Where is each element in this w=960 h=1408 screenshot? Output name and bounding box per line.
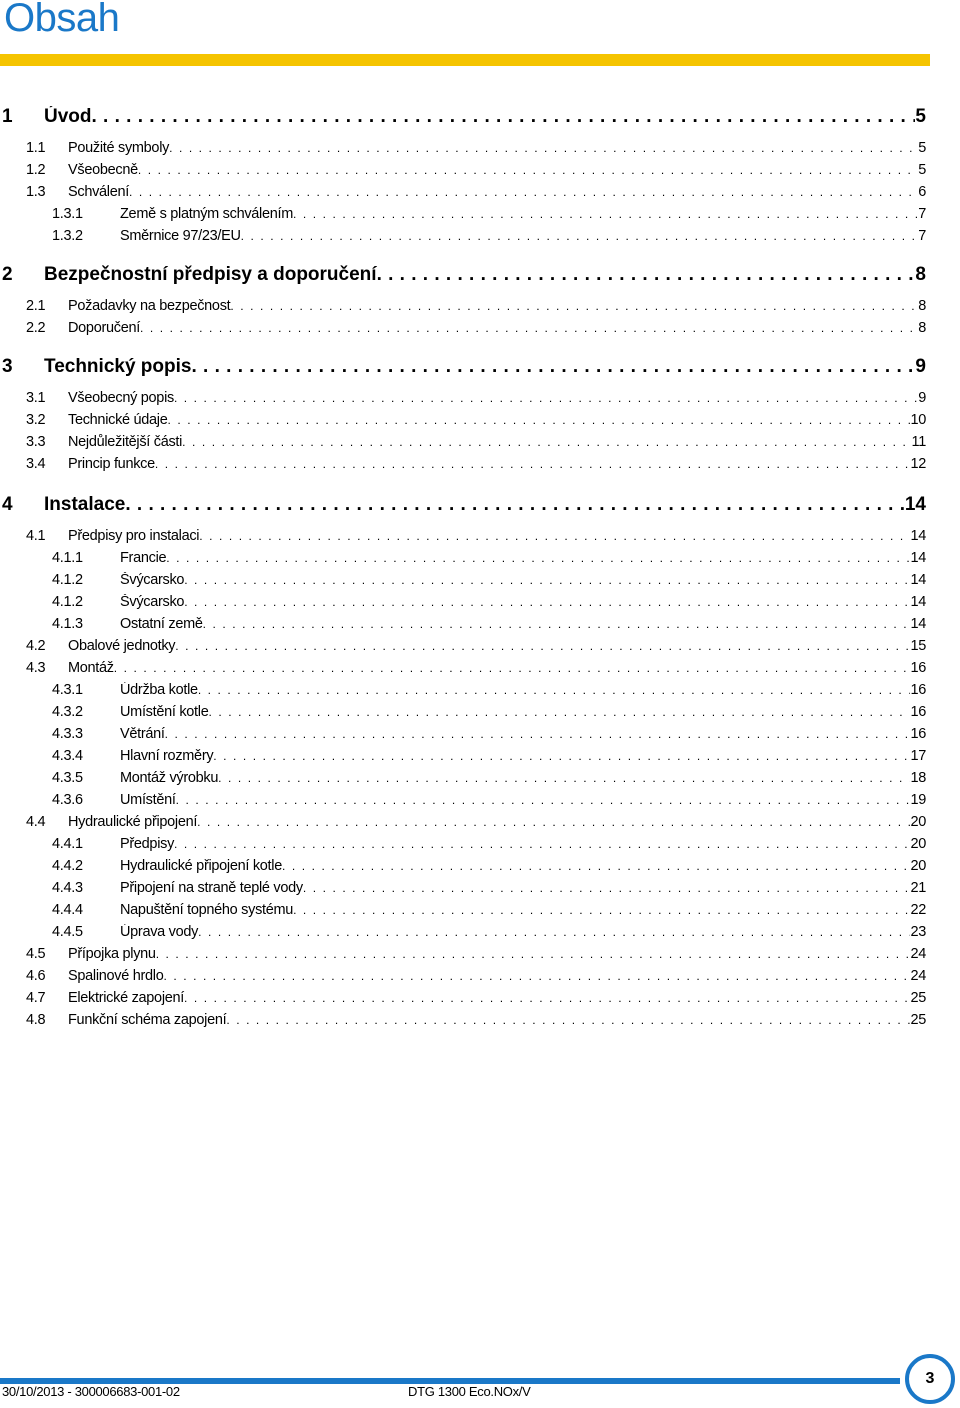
- toc-entry-title: Požadavky na bezpečnost: [68, 298, 231, 314]
- toc-entry-level-1[interactable]: [0, 494, 926, 516]
- toc-dot-leader: [293, 902, 910, 918]
- toc-entry-level-1[interactable]: [0, 356, 926, 378]
- toc-entry-page: 17: [910, 748, 926, 764]
- toc-dot-leader: [208, 704, 910, 720]
- toc-entry-title: Předpisy: [120, 836, 175, 852]
- toc-entry-page: 20: [910, 858, 926, 874]
- toc-entry-number: 4.2: [26, 638, 46, 654]
- toc-entry-number: 3.3: [26, 434, 46, 450]
- toc-dot-leader: [182, 434, 911, 450]
- toc-entry-level-2[interactable]: [0, 434, 926, 450]
- toc-entry-level-3[interactable]: [0, 880, 926, 896]
- toc-entry-page: 14: [910, 550, 926, 566]
- toc-entry-title: Všeobecně: [68, 162, 138, 178]
- toc-entry-page: 7: [918, 206, 926, 222]
- toc-dot-leader: [165, 726, 911, 742]
- toc-entry-number: 4.3.3: [52, 726, 83, 742]
- toc-entry-title: Doporučení: [68, 320, 140, 336]
- toc-dot-leader: [282, 858, 911, 874]
- toc-entry-level-2[interactable]: [0, 946, 926, 962]
- toc-entry-title: Umístění: [120, 792, 176, 808]
- page-title: Obsah: [4, 0, 120, 40]
- toc-dot-leader: [92, 106, 916, 128]
- toc-entry-title: Použité symboly: [68, 140, 170, 156]
- toc-entry-number: 4.4: [26, 814, 46, 830]
- toc-entry-level-2[interactable]: [0, 390, 926, 406]
- toc-entry-page: 14: [910, 572, 926, 588]
- toc-dot-leader: [176, 792, 911, 808]
- toc-entry-number: 4.8: [26, 1012, 46, 1028]
- toc-entry-number: 4.5: [26, 946, 46, 962]
- toc-entry-title: Francie: [120, 550, 167, 566]
- toc-entry-title: Úprava vody: [120, 924, 199, 940]
- toc-entry-page: 14: [910, 528, 926, 544]
- toc-entry-page: 7: [918, 228, 926, 244]
- toc-entry-number: 4.6: [26, 968, 46, 984]
- toc-entry-title: Obalové jednotky: [68, 638, 176, 654]
- toc-entry-level-2[interactable]: [0, 814, 926, 830]
- toc-entry-level-3[interactable]: [0, 792, 926, 808]
- toc-entry-page: 5: [915, 106, 926, 127]
- toc-entry-title: Větrání: [120, 726, 165, 742]
- toc-entry-level-1[interactable]: [0, 106, 926, 128]
- toc-entry-level-3[interactable]: [0, 206, 926, 222]
- toc-entry-page: 10: [910, 412, 926, 428]
- toc-entry-page: 5: [918, 140, 926, 156]
- toc-entry-title: Umístění kotle: [120, 704, 209, 720]
- toc-entry-number: 4.1.2: [52, 572, 83, 588]
- toc-entry-page: 11: [911, 434, 926, 450]
- toc-dot-leader: [174, 390, 918, 406]
- page-number-badge: 3: [905, 1354, 955, 1404]
- toc-entry-number: 4.4.1: [52, 836, 83, 852]
- toc-dot-leader: [166, 550, 910, 566]
- toc-entry-title: Princip funkce: [68, 456, 155, 472]
- toc-entry-page: 12: [910, 456, 926, 472]
- toc-entry-title: Spalinové hrdlo: [68, 968, 164, 984]
- toc-entry-page: 8: [915, 264, 926, 285]
- toc-dot-leader: [203, 616, 911, 632]
- toc-entry-number: 4.3.5: [52, 770, 83, 786]
- toc-dot-leader: [377, 264, 916, 286]
- toc-entry-level-2[interactable]: [0, 298, 926, 314]
- toc-entry-page: 24: [910, 968, 926, 984]
- toc-entry-level-3[interactable]: [0, 748, 926, 764]
- toc-dot-leader: [293, 206, 918, 222]
- toc-entry-number: 4.3.2: [52, 704, 83, 720]
- toc-entry-number: 1.2: [26, 162, 46, 178]
- toc-entry-level-3[interactable]: [0, 704, 926, 720]
- toc-entry-number: 4.3: [26, 660, 46, 676]
- toc-entry-page: 16: [910, 704, 926, 720]
- toc-dot-leader: [155, 456, 911, 472]
- toc-dot-leader: [230, 298, 918, 314]
- toc-entry-page: 19: [910, 792, 926, 808]
- footer-doc-ref: 30/10/2013 - 300006683-001-02: [2, 1384, 180, 1399]
- toc-entry-level-3[interactable]: [0, 594, 926, 610]
- toc-dot-leader: [198, 682, 911, 698]
- toc-entry-number: 4.4.4: [52, 902, 83, 918]
- toc-entry-page: 24: [910, 946, 926, 962]
- toc-dot-leader: [140, 320, 918, 336]
- toc-dot-leader: [213, 748, 910, 764]
- toc-entry-number: 1.3: [26, 184, 46, 200]
- toc-dot-leader: [125, 494, 905, 516]
- footer-product: DTG 1300 Eco.NOx/V: [408, 1384, 531, 1399]
- toc-dot-leader: [199, 528, 910, 544]
- toc-entry-title: Hydraulické připojení: [68, 814, 198, 830]
- toc-entry-number: 4.1: [26, 528, 46, 544]
- toc-entry-page: 20: [910, 814, 926, 830]
- toc-entry-level-3[interactable]: [0, 616, 926, 632]
- toc-entry-level-3[interactable]: [0, 726, 926, 742]
- toc-entry-page: 9: [918, 390, 926, 406]
- toc-dot-leader: [174, 836, 910, 852]
- toc-entry-number: 2: [2, 264, 13, 285]
- toc-entry-page: 8: [918, 298, 926, 314]
- toc-entry-title: Funkční schéma zapojení: [68, 1012, 227, 1028]
- toc-entry-number: 4.3.1: [52, 682, 83, 698]
- toc-entry-number: 3: [2, 356, 13, 377]
- toc-entry-title: Bezpečnostní předpisy a doporučení: [44, 264, 377, 285]
- toc-entry-title: Všeobecný popis: [68, 390, 174, 406]
- toc-entry-number: 2.2: [26, 320, 46, 336]
- toc-entry-number: 4.1.1: [52, 550, 83, 566]
- toc-entry-title: Instalace: [44, 494, 126, 515]
- toc-entry-number: 1: [2, 106, 13, 127]
- toc-entry-level-2[interactable]: [0, 638, 926, 654]
- toc-entry-level-3[interactable]: [0, 858, 926, 874]
- toc-entry-page: 14: [910, 594, 926, 610]
- toc-entry-title: Elektrické zapojení: [68, 990, 184, 1006]
- toc-entry-page: 20: [910, 836, 926, 852]
- toc-entry-number: 4.4.5: [52, 924, 83, 940]
- toc-entry-title: Údržba kotle: [120, 682, 198, 698]
- toc-entry-page: 5: [918, 162, 926, 178]
- toc-entry-title: Napuštění topného systému: [120, 902, 294, 918]
- toc-entry-level-3[interactable]: [0, 902, 926, 918]
- toc-entry-title: Nejdůležitější části: [68, 434, 183, 450]
- toc-entry-number: 4.1.3: [52, 616, 83, 632]
- toc-entry-page: 16: [910, 682, 926, 698]
- toc-dot-leader: [114, 660, 911, 676]
- toc-entry-title: Schválení: [68, 184, 129, 200]
- toc-dot-leader: [241, 228, 919, 244]
- toc-entry-level-1[interactable]: [0, 264, 926, 286]
- toc-entry-level-2[interactable]: [0, 990, 926, 1006]
- toc-entry-page: 18: [910, 770, 926, 786]
- toc-entry-level-2[interactable]: [0, 528, 926, 544]
- toc-entry-title: Připojení na straně teplé vody: [120, 880, 303, 896]
- toc-entry-title: Země s platným schválením: [120, 206, 294, 222]
- toc-entry-title: Předpisy pro instalaci: [68, 528, 200, 544]
- toc-entry-page: 6: [918, 184, 926, 200]
- toc-entry-title: Montáž: [68, 660, 114, 676]
- toc-entry-title: Švýcarsko: [120, 572, 185, 588]
- toc-entry-level-3[interactable]: [0, 770, 926, 786]
- toc-entry-level-3[interactable]: [0, 572, 926, 588]
- toc-entry-level-2[interactable]: [0, 140, 926, 156]
- toc-entry-number: 2.1: [26, 298, 46, 314]
- toc-dot-leader: [226, 1012, 910, 1028]
- toc-entry-level-2[interactable]: [0, 660, 926, 676]
- toc-entry-page: 23: [910, 924, 926, 940]
- toc-entry-number: 1.1: [26, 140, 46, 156]
- toc-entry-level-2[interactable]: [0, 1012, 926, 1028]
- toc-entry-level-3[interactable]: [0, 836, 926, 852]
- toc-dot-leader: [191, 356, 915, 378]
- toc-entry-number: 1.3.2: [52, 228, 83, 244]
- toc-entry-title: Technický popis: [44, 356, 192, 377]
- toc-entry-page: 22: [910, 902, 926, 918]
- toc-entry-page: 21: [910, 880, 926, 896]
- toc-entry-level-2[interactable]: [0, 968, 926, 984]
- toc-entry-page: 25: [910, 990, 926, 1006]
- toc-entry-title: Technické údaje: [68, 412, 168, 428]
- toc-dot-leader: [197, 814, 910, 830]
- toc-entry-title: Hlavní rozměry: [120, 748, 214, 764]
- toc-entry-level-3[interactable]: [0, 550, 926, 566]
- toc-dot-leader: [168, 412, 911, 428]
- toc-entry-number: 4.3.6: [52, 792, 83, 808]
- toc-entry-title: Směrnice 97/23/EU: [120, 228, 241, 244]
- toc-entry-number: 4.1.2: [52, 594, 83, 610]
- toc-entry-level-3[interactable]: [0, 682, 926, 698]
- toc-dot-leader: [184, 990, 910, 1006]
- toc-entry-page: 16: [910, 660, 926, 676]
- toc-dot-leader: [218, 770, 910, 786]
- toc-entry-number: 4: [2, 494, 13, 515]
- toc-entry-title: Montáž výrobku: [120, 770, 219, 786]
- toc-dot-leader: [184, 594, 910, 610]
- toc-entry-number: 3.4: [26, 456, 46, 472]
- toc-entry-page: 14: [904, 494, 926, 515]
- toc-entry-page: 8: [918, 320, 926, 336]
- toc-dot-leader: [198, 924, 910, 940]
- toc-entry-number: 4.4.2: [52, 858, 83, 874]
- toc-entry-page: 15: [910, 638, 926, 654]
- toc-dot-leader: [138, 162, 918, 178]
- toc-entry-level-3[interactable]: [0, 924, 926, 940]
- toc-entry-number: 4.4.3: [52, 880, 83, 896]
- toc-dot-leader: [303, 880, 911, 896]
- toc-dot-leader: [175, 638, 910, 654]
- toc-dot-leader: [184, 572, 910, 588]
- toc-entry-number: 4.3.4: [52, 748, 83, 764]
- toc-entry-number: 3.1: [26, 390, 46, 406]
- toc-dot-leader: [129, 184, 918, 200]
- toc-entry-page: 14: [910, 616, 926, 632]
- toc-entry-page: 16: [910, 726, 926, 742]
- toc-entry-page: 9: [915, 356, 926, 377]
- toc-dot-leader: [156, 946, 911, 962]
- toc-entry-level-2[interactable]: [0, 412, 926, 428]
- toc-entry-level-2[interactable]: [0, 456, 926, 472]
- toc-entry-title: Přípojka plynu: [68, 946, 156, 962]
- toc-entry-level-2[interactable]: [0, 162, 926, 178]
- toc-entry-level-3[interactable]: [0, 228, 926, 244]
- toc-dot-leader: [169, 140, 918, 156]
- toc-entry-title: Úvod: [44, 106, 92, 127]
- toc-dot-leader: [163, 968, 910, 984]
- toc-entry-page: 25: [910, 1012, 926, 1028]
- toc-entry-level-2[interactable]: [0, 320, 926, 336]
- toc-entry-title: Hydraulické připojení kotle: [120, 858, 282, 874]
- toc-entry-number: 4.7: [26, 990, 46, 1006]
- toc-entry-level-2[interactable]: [0, 184, 926, 200]
- toc-entry-number: 1.3.1: [52, 206, 83, 222]
- toc-entry-title: Ostatní země: [120, 616, 203, 632]
- toc-entry-number: 3.2: [26, 412, 46, 428]
- toc-entry-title: Švýcarsko: [120, 594, 185, 610]
